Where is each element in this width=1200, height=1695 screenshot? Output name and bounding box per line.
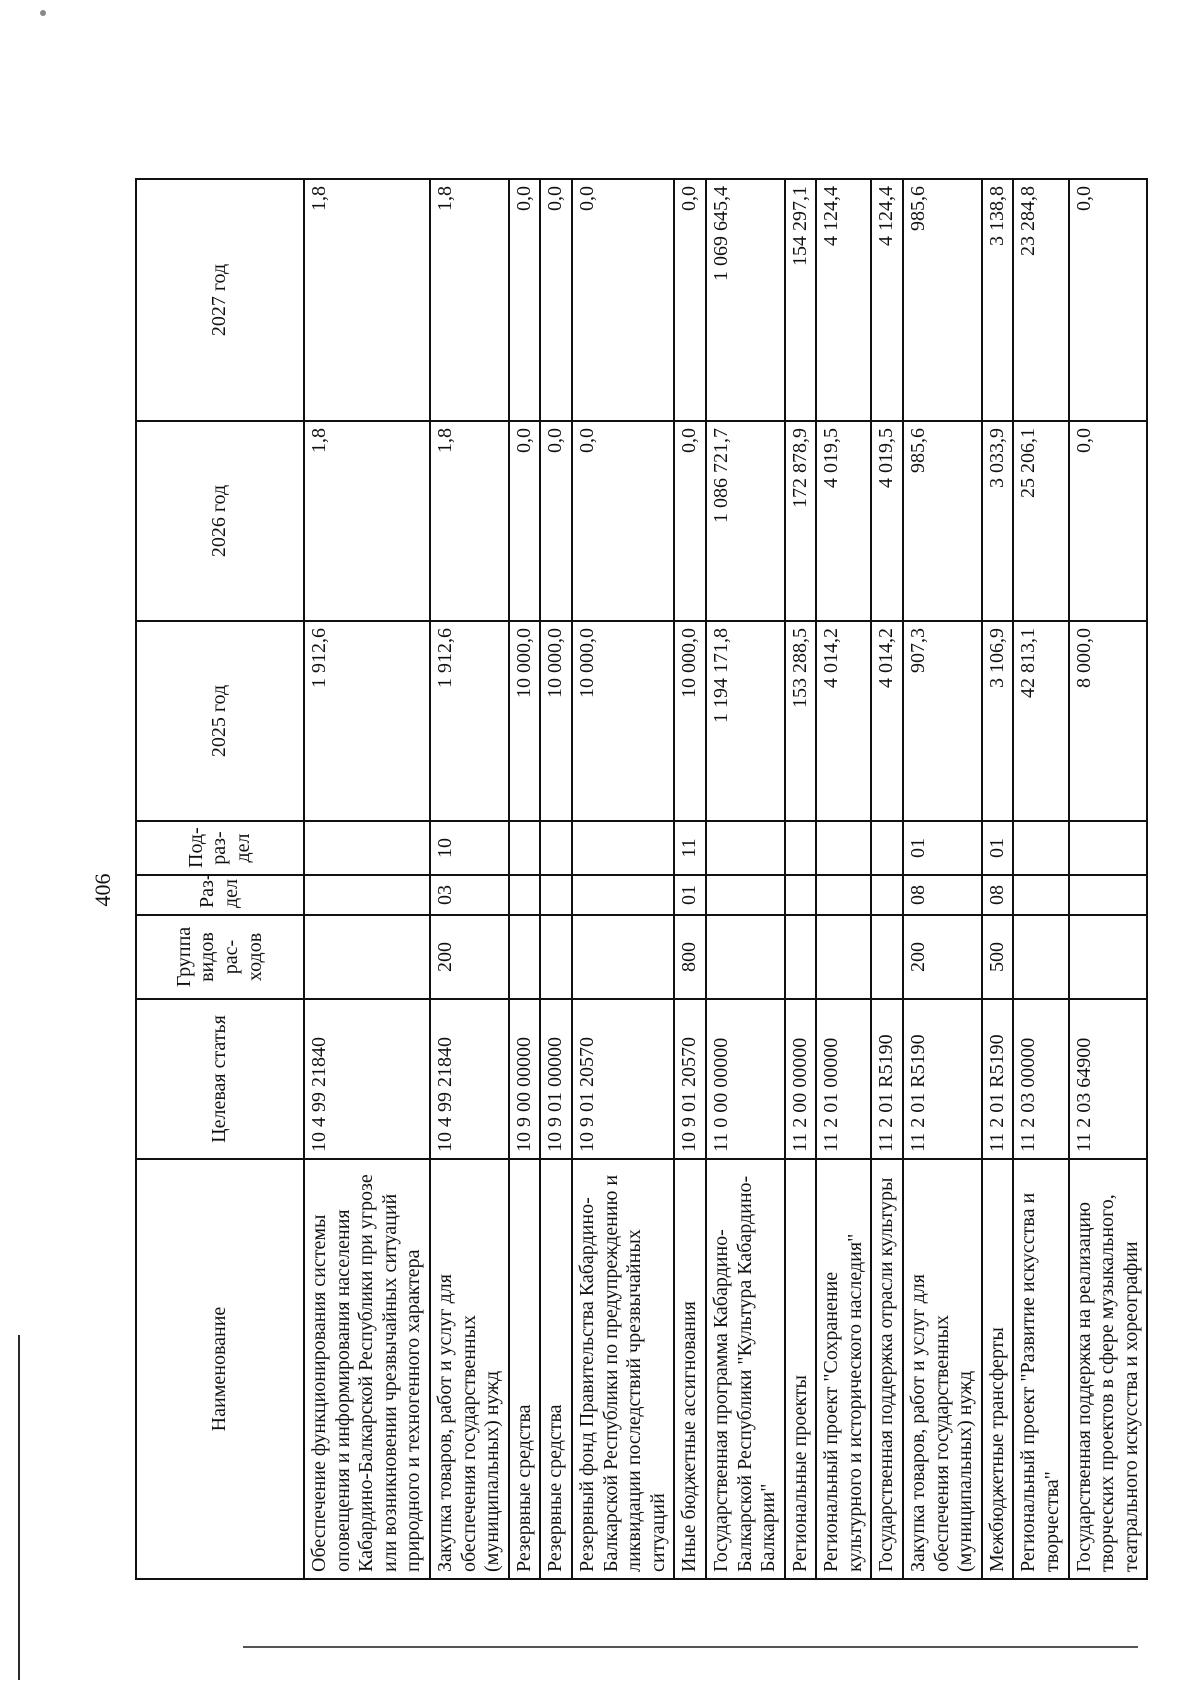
table-row bbox=[871, 179, 903, 1579]
table-row bbox=[816, 179, 871, 1579]
cell-target: 10 9 01 20570 bbox=[572, 999, 674, 1159]
cell-2027: 0,0 bbox=[509, 179, 541, 421]
cell-2025: 907,3 bbox=[903, 621, 982, 821]
table-row bbox=[982, 179, 1014, 1579]
cell-subsection: 01 bbox=[982, 821, 1014, 875]
cell-section: 03 bbox=[430, 875, 509, 915]
table-row bbox=[903, 179, 982, 1579]
cell-name: Региональный проект "Сохранение культурного и исторического наследия" bbox=[816, 1159, 871, 1579]
cell-name: Государственная поддержка на реализацию творческих проектов в сфере музыкального, театрального искусства и хореографии bbox=[1069, 1159, 1148, 1579]
cell-2026: 0,0 bbox=[509, 421, 541, 621]
cell-name: Региональный проект "Развитие искусства и творчества" bbox=[1013, 1159, 1068, 1579]
cell-2027: 0,0 bbox=[540, 179, 572, 421]
header-2026: 2026 год bbox=[136, 421, 304, 621]
cell-2025: 42 813,1 bbox=[1013, 621, 1068, 821]
cell-2026: 0,0 bbox=[674, 421, 706, 621]
cell-subsection bbox=[785, 821, 817, 875]
table-row bbox=[572, 179, 674, 1579]
cell-group bbox=[785, 915, 817, 999]
table-row bbox=[430, 179, 509, 1579]
cell-section: 01 bbox=[674, 875, 706, 915]
cell-group bbox=[871, 915, 903, 999]
cell-group: 200 bbox=[903, 915, 982, 999]
cell-2026: 3 033,9 bbox=[982, 421, 1014, 621]
table-row bbox=[706, 179, 785, 1579]
cell-2025: 8 000,0 bbox=[1069, 621, 1148, 821]
cell-subsection bbox=[540, 821, 572, 875]
cell-2026: 0,0 bbox=[540, 421, 572, 621]
budget-table bbox=[135, 178, 1148, 1580]
cell-name: Региональные проекты bbox=[785, 1159, 817, 1579]
cell-2026: 4 019,5 bbox=[871, 421, 903, 621]
cell-name: Межбюджетные трансферты bbox=[982, 1159, 1014, 1579]
cell-2025: 10 000,0 bbox=[572, 621, 674, 821]
header-2025: 2025 год bbox=[136, 621, 304, 821]
cell-group bbox=[706, 915, 785, 999]
cell-2026: 172 878,9 bbox=[785, 421, 817, 621]
cell-name: Резервные средства bbox=[540, 1159, 572, 1579]
rotated-page bbox=[40, 80, 1160, 1660]
table-row bbox=[674, 179, 706, 1579]
table-row bbox=[785, 179, 817, 1579]
cell-name: Государственная программа Кабардино-Балкарской Республики "Культура Кабардино-Балкарии" bbox=[706, 1159, 785, 1579]
cell-group bbox=[509, 915, 541, 999]
cell-2026: 1 086 721,7 bbox=[706, 421, 785, 621]
cell-section bbox=[540, 875, 572, 915]
header-target: Целевая статья bbox=[136, 999, 304, 1159]
cell-group bbox=[1013, 915, 1068, 999]
cell-target: 11 2 03 64900 bbox=[1069, 999, 1148, 1159]
cell-subsection bbox=[304, 821, 430, 875]
cell-section bbox=[785, 875, 817, 915]
cell-2026: 1,8 bbox=[430, 421, 509, 621]
cell-2025: 1 194 171,8 bbox=[706, 621, 785, 821]
cell-target: 10 9 00 00000 bbox=[509, 999, 541, 1159]
cell-2027: 0,0 bbox=[674, 179, 706, 421]
cell-2026: 985,6 bbox=[903, 421, 982, 621]
cell-2025: 153 288,5 bbox=[785, 621, 817, 821]
header-group: Группа видов рас-ходов bbox=[136, 915, 304, 999]
scan-speck bbox=[40, 10, 46, 16]
cell-2027: 4 124,4 bbox=[816, 179, 871, 421]
table-row bbox=[1069, 179, 1148, 1579]
cell-subsection bbox=[1069, 821, 1148, 875]
cell-subsection: 01 bbox=[903, 821, 982, 875]
cell-subsection bbox=[871, 821, 903, 875]
cell-2025: 1 912,6 bbox=[430, 621, 509, 821]
cell-name: Государственная поддержка отрасли культуры bbox=[871, 1159, 903, 1579]
cell-target: 11 2 01 00000 bbox=[816, 999, 871, 1159]
header-name: Наименование bbox=[136, 1159, 304, 1579]
cell-2027: 1 069 645,4 bbox=[706, 179, 785, 421]
cell-target: 11 2 01 R5190 bbox=[903, 999, 982, 1159]
cell-2025: 10 000,0 bbox=[509, 621, 541, 821]
cell-2027: 3 138,8 bbox=[982, 179, 1014, 421]
cell-2027: 1,8 bbox=[430, 179, 509, 421]
cell-group: 500 bbox=[982, 915, 1014, 999]
cell-target: 11 2 01 R5190 bbox=[982, 999, 1014, 1159]
cell-2026: 25 206,1 bbox=[1013, 421, 1068, 621]
cell-section: 08 bbox=[903, 875, 982, 915]
header-section: Раз-дел bbox=[136, 875, 304, 915]
cell-2027: 23 284,8 bbox=[1013, 179, 1068, 421]
cell-group: 200 bbox=[430, 915, 509, 999]
cell-2026: 4 019,5 bbox=[816, 421, 871, 621]
cell-section bbox=[304, 875, 430, 915]
table-row bbox=[540, 179, 572, 1579]
cell-group bbox=[1069, 915, 1148, 999]
cell-target: 11 2 01 R5190 bbox=[871, 999, 903, 1159]
cell-2027: 0,0 bbox=[1069, 179, 1148, 421]
cell-name: Закупка товаров, работ и услуг для обеспечения государственных (муниципальных) нужд bbox=[430, 1159, 509, 1579]
table-header-row bbox=[136, 179, 304, 1579]
cell-target: 10 9 01 20570 bbox=[674, 999, 706, 1159]
cell-2027: 154 297,1 bbox=[785, 179, 817, 421]
cell-target: 11 2 00 00000 bbox=[785, 999, 817, 1159]
cell-section: 08 bbox=[982, 875, 1014, 915]
table-row bbox=[1013, 179, 1068, 1579]
cell-2027: 1,8 bbox=[304, 179, 430, 421]
cell-2026: 1,8 bbox=[304, 421, 430, 621]
cell-target: 10 4 99 21840 bbox=[430, 999, 509, 1159]
cell-group bbox=[572, 915, 674, 999]
cell-section bbox=[871, 875, 903, 915]
cell-subsection bbox=[706, 821, 785, 875]
cell-name: Закупка товаров, работ и услуг для обеспечения государственных (муниципальных) нужд bbox=[903, 1159, 982, 1579]
cell-group: 800 bbox=[674, 915, 706, 999]
table-body bbox=[304, 179, 1147, 1579]
cell-subsection bbox=[509, 821, 541, 875]
cell-name: Иные бюджетные ассигнования bbox=[674, 1159, 706, 1579]
cell-section bbox=[572, 875, 674, 915]
cell-section bbox=[509, 875, 541, 915]
cell-subsection bbox=[572, 821, 674, 875]
cell-section bbox=[1069, 875, 1148, 915]
cell-2026: 0,0 bbox=[572, 421, 674, 621]
cell-2025: 4 014,2 bbox=[871, 621, 903, 821]
cell-2027: 0,0 bbox=[572, 179, 674, 421]
cell-2026: 0,0 bbox=[1069, 421, 1148, 621]
cell-name: Обеспечение функционирования системы оповещения и информирования населения Кабардино-Балкарской Республики при угрозе или возникновении чрезвычайных ситуаций природного и техногенного характера bbox=[304, 1159, 430, 1579]
cell-target: 11 2 03 00000 bbox=[1013, 999, 1068, 1159]
cell-2027: 985,6 bbox=[903, 179, 982, 421]
header-subsection: Под-раз-дел bbox=[136, 821, 304, 875]
table-row bbox=[304, 179, 430, 1579]
cell-2025: 3 106,9 bbox=[982, 621, 1014, 821]
cell-name: Резервный фонд Правительства Кабардино-Балкарской Республики по предупреждению и ликвидации последствий чрезвычайных ситуаций bbox=[572, 1159, 674, 1579]
cell-2025: 10 000,0 bbox=[540, 621, 572, 821]
scan-edge-line bbox=[18, 1335, 20, 1680]
cell-section bbox=[1013, 875, 1068, 915]
header-2027: 2027 год bbox=[136, 179, 304, 421]
cell-2025: 10 000,0 bbox=[674, 621, 706, 821]
cell-group bbox=[304, 915, 430, 999]
cell-subsection bbox=[816, 821, 871, 875]
cell-subsection bbox=[1013, 821, 1068, 875]
cell-subsection: 11 bbox=[674, 821, 706, 875]
cell-section bbox=[706, 875, 785, 915]
cell-section bbox=[816, 875, 871, 915]
cell-name: Резервные средства bbox=[509, 1159, 541, 1579]
page-number: 406 bbox=[90, 873, 115, 907]
cell-group bbox=[816, 915, 871, 999]
cell-group bbox=[540, 915, 572, 999]
cell-2025: 4 014,2 bbox=[816, 621, 871, 821]
cell-target: 10 9 01 00000 bbox=[540, 999, 572, 1159]
cell-subsection: 10 bbox=[430, 821, 509, 875]
cell-target: 10 4 99 21840 bbox=[304, 999, 430, 1159]
cell-target: 11 0 00 00000 bbox=[706, 999, 785, 1159]
cell-2025: 1 912,6 bbox=[304, 621, 430, 821]
cell-2027: 4 124,4 bbox=[871, 179, 903, 421]
table-row bbox=[509, 179, 541, 1579]
